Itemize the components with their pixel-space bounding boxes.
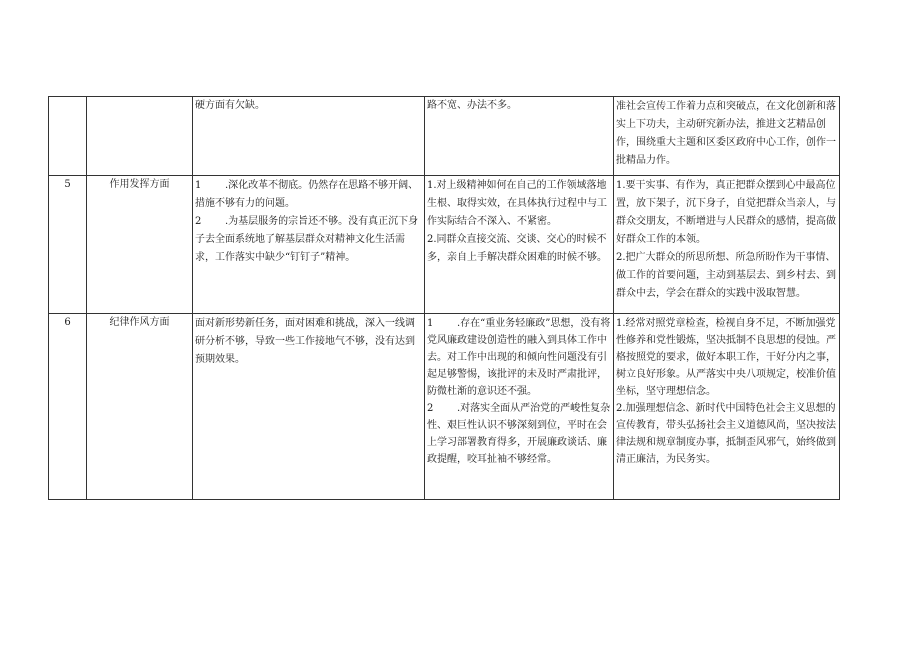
row-category: 作用发挥方面 [87,176,193,314]
table-row [49,97,840,176]
cause-cell [425,314,614,500]
cause-cell [425,176,614,314]
measure-text: 2.加强理想信念、新时代中国特色社会主义思想的宣传教育，带头弘扬社会主义道德风尚，坚决按法律法规和规章制度办事，抵制歪风邪气，始终做到清正廉洁，为民务实。 [616,403,836,465]
cause-text: 1.对上级精神如何在自己的工作领域落地生根、取得实效，在具体执行过程中与工作实际结合不深入、不紧密。 [427,180,607,227]
table-row [49,314,840,500]
rectification-table [48,96,840,500]
problem-text: 面对新形势新任务，面对困难和挑战，深入一线调研分析不够，导致一些工作接地气不够，没有达到预期效果。 [195,318,415,365]
problem-cell [193,176,425,314]
problem-text: 硬方面有欠缺。 [195,100,265,111]
cause-text: 2.同群众直接交流、交谈、交心的时候不多，亲自上手解决群众困难的时候不够。 [427,234,607,263]
problem-item: 2 .为基层服务的宗旨还不够。没有真正沉下身子去全面系统地了解基层群众对精神文化生活需求，工作落实中缺少“钉钉子”精神。 [195,216,419,263]
row-number: 6 [49,314,87,500]
row-category: 纪律作风方面 [87,314,193,500]
cause-item: 2 .对落实全面从严治党的严峻性复杂性、艰巨性认识不够深刻到位，平时在会上学习部署教育得多，开展廉政谈话、廉政提醒，咬耳扯袖不够经常。 [427,403,611,465]
problem-cell [193,97,425,176]
cause-item: 1 .存在“重业务轻廉政”思想，没有将党风廉政建设创造性的融入到具体工作中去。对工作中出现的和倾向性问题没有引起足够警惕，该批评的未及时严肃批评，防微杜渐的意识还不强。 [427,318,611,397]
row-number: 5 [49,176,87,314]
measure-text: 准社会宣传工作着力点和突破点，在文化创新和落实上下功夫，主动研究新办法，推进文艺精品创作，围绕重大主题和区委区政府中心工作，创作一批精品力作。 [616,101,836,166]
measure-text: 1.经常对照党章检查，检视自身不足，不断加强党性修养和党性锻炼，坚决抵制不良思想的侵蚀。严格按照党的要求，做好本职工作，干好分内之事，树立良好形象。从严落实中央八项规定，校准价值坐标，坚守理想信念。 [616,318,836,397]
measure-cell [614,176,840,314]
measure-cell [614,314,840,500]
cause-cell [425,97,614,176]
cause-text: 路不宽、办法不多。 [427,100,517,111]
problem-cell [193,314,425,500]
problem-item: 1 .深化改革不彻底。仍然存在思路不够开阔、措施不够有力的问题。 [195,180,419,209]
row-number [49,97,87,176]
measure-text: 2.把广大群众的所思所想、所急所盼作为干事情、做工作的首要问题，主动到基层去、到乡村去、到群众中去，学会在群众的实践中汲取智慧。 [616,252,836,299]
measure-text: 1.要干实事、有作为，真正把群众摆到心中最高位置，放下架子，沉下身子，自觉把群众当亲人，与群众交朋友，不断增进与人民群众的感情，提高做好群众工作的本领。 [616,180,836,245]
measure-cell [614,97,840,176]
row-category [87,97,193,176]
table-row [49,176,840,314]
